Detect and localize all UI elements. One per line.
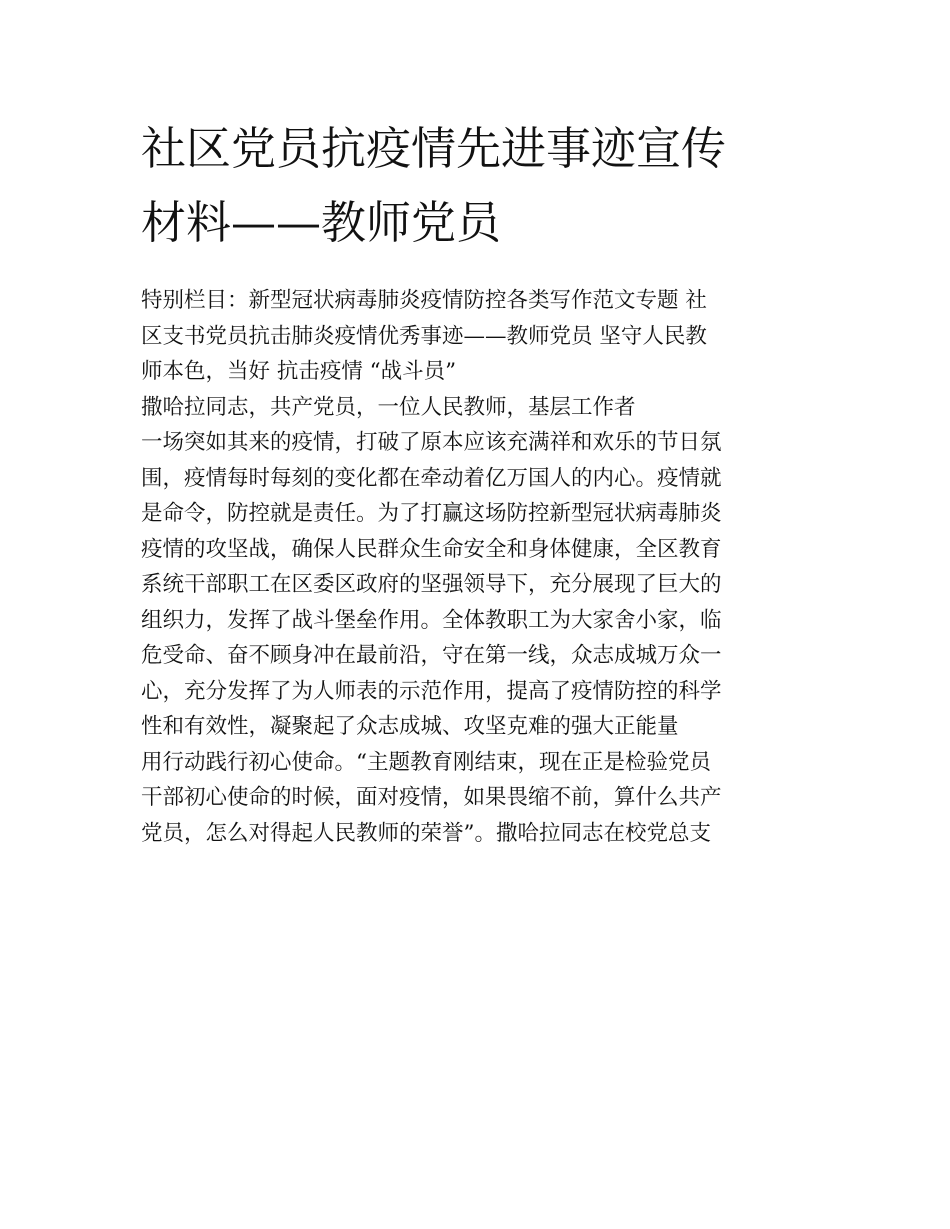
body-line: 是命令，防控就是责任。为了打赢这场防控新型冠状病毒肺炎 xyxy=(141,501,722,526)
body-line: 特别栏目：新型冠状病毒肺炎疫情防控各类写作范文专题 社 xyxy=(141,288,707,313)
body-line: 撒哈拉同志，共产党员，一位人民教师，基层工作者 xyxy=(141,394,636,420)
body-line: 疫情的攻坚战，确保人民群众生命安全和身体健康，全区教育 xyxy=(141,536,722,562)
body-line: 围，疫情每时每刻的变化都在牵动着亿万国人的内心。疫情就 xyxy=(141,465,722,491)
body-line: 用行动践行初心使命。“主题教育刚结束，现在正是检验党员 xyxy=(141,749,711,775)
body-line: 干部初心使命的时候，面对疫情，如果畏缩不前，算什么共产 xyxy=(141,785,722,810)
document-body xyxy=(141,283,831,851)
body-line: 危受命、奋不顾身冲在最前沿，守在第一线，众志成城万众一 xyxy=(141,643,722,668)
body-line: 组织力，发挥了战斗堡垒作用。全体教职工为大家舍小家，临 xyxy=(141,607,722,633)
body-line: 性和有效性，凝聚起了众志成城、攻坚克难的强大正能量 xyxy=(141,714,679,739)
body-line: 心，充分发挥了为人师表的示范作用，提高了疫情防控的科学 xyxy=(141,678,722,704)
body-line: 党员，怎么对得起人民教师的荣誉”。撒哈拉同志在校党总支 xyxy=(141,820,711,846)
document-title xyxy=(141,112,831,260)
body-line: 系统干部职工在区委区政府的坚强领导下，充分展现了巨大的 xyxy=(141,572,722,597)
title-line: 社区党员抗疫情先进事迹宣传 xyxy=(141,122,727,175)
title-line: 材料——教师党员 xyxy=(141,196,502,249)
body-line: 师本色，当好 抗击疫情 “战斗员” xyxy=(141,359,457,384)
body-line: 区支书党员抗击肺炎疫情优秀事迹——教师党员 坚守人民教 xyxy=(141,323,707,349)
body-line: 一场突如其来的疫情，打破了原本应该充满祥和欢乐的节日氛 xyxy=(141,430,722,455)
